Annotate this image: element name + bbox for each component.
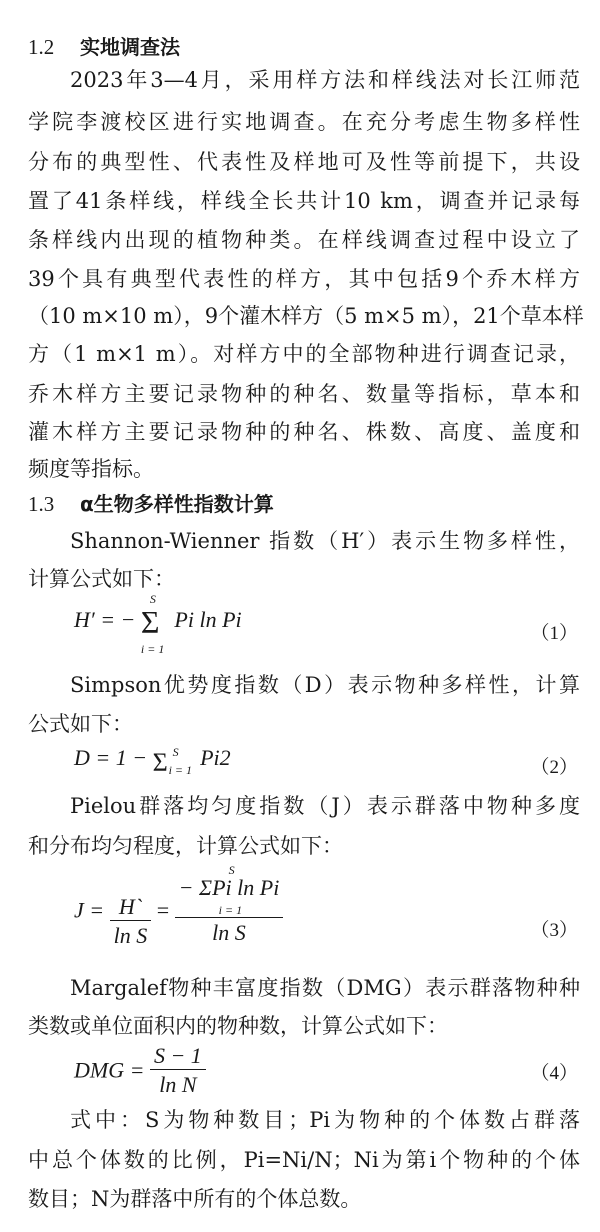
- equation-4-number: （4）: [530, 1063, 578, 1084]
- eq2-sum: Σ S i = 1: [152, 745, 193, 777]
- eq3-frac2-num: [175, 863, 284, 918]
- eq1-body: Pi ln Pi: [174, 607, 242, 632]
- survey-line-11: 频度等指标。: [28, 457, 154, 481]
- section-number: 1.3: [28, 492, 55, 516]
- simpson-line-1: Simpson优势度指数（D）表示物种多样性，计算: [70, 673, 580, 697]
- eq1-lhs: H′ = −: [74, 607, 136, 632]
- equation-3-number: （3）: [530, 920, 578, 941]
- eq3-frac2-den: ln S: [212, 920, 246, 945]
- equation-4: [74, 1043, 206, 1098]
- pielou-line-1: Pielou群落均匀度指数（J）表示群落中物种多度: [70, 794, 580, 818]
- survey-line-7: （10 m×10 m），9个灌木样方（5 m×5 m），21个草本样: [28, 304, 584, 328]
- eq3-sum-top: S: [228, 863, 235, 877]
- eq2-lhs: D = 1 −: [74, 745, 148, 770]
- eq4-fraction: [150, 1043, 206, 1098]
- survey-line-9: 乔木样方主要记录物种的种名、数量等指标，草本和: [28, 382, 580, 406]
- equation-2: [74, 745, 231, 778]
- eq4-lhs: DMG =: [74, 1057, 145, 1083]
- eq3-frac1-den: ln S: [113, 923, 148, 948]
- eq4-num: S − 1: [150, 1043, 206, 1070]
- note-line-3: 数目；N为群落中所有的个体总数。: [28, 1187, 362, 1211]
- equation-1: [74, 592, 242, 656]
- pielou-line-2: 和分布均匀程度，计算公式如下：: [28, 834, 343, 858]
- survey-line-5: 条样线内出现的植物种类。在样线调查过程中设立了: [28, 228, 580, 252]
- eq2-sum-top: S: [172, 745, 179, 759]
- shannon-line-2: 计算公式如下：: [28, 567, 175, 591]
- eq3-sum-bottom: i = 1: [218, 903, 243, 917]
- eq3-fraction-1: [110, 872, 152, 949]
- margalef-line-1: Margalef物种丰富度指数（DMG）表示群落物种种: [70, 976, 580, 1000]
- section-heading-1-2: [28, 32, 180, 62]
- equation-1-number: （1）: [530, 623, 578, 644]
- eq3-lhs: J =: [74, 897, 105, 923]
- survey-line-3: 分布的典型性、代表性及样地可及性等前提下，共设: [28, 150, 580, 174]
- eq1-sum: Σ S i = 1: [140, 592, 165, 656]
- eq3-frac1-num: H`: [110, 894, 152, 921]
- eq2-body: Pi2: [200, 745, 231, 770]
- eq1-sum-bottom: i = 1: [140, 642, 165, 656]
- eq4-den: ln N: [159, 1072, 197, 1097]
- margalef-line-2: 类数或单位面积内的物种数，计算公式如下：: [28, 1014, 448, 1038]
- note-line-2: 中总个体数的比例，Pi=Ni/N；Ni为第i个物种的个体: [28, 1148, 580, 1172]
- section-title: α生物多样性指数计算: [80, 492, 274, 516]
- simpson-line-2: 公式如下：: [28, 712, 133, 736]
- survey-line-2: 学院李渡校区进行实地调查。在充分考虑生物多样性: [28, 110, 580, 134]
- section-number: 1.2: [28, 35, 55, 59]
- survey-line-10: 灌木样方主要记录物种的种名、株数、高度、盖度和: [28, 420, 580, 444]
- survey-line-6: 39个具有典型代表性的样方，其中包括9个乔木样方: [28, 267, 580, 291]
- equation-2-number: （2）: [530, 757, 578, 778]
- section-title: 实地调查法: [80, 35, 180, 59]
- shannon-line-1: Shannon-Wienner 指数（H′）表示生物多样性，: [70, 529, 580, 553]
- survey-line-1: 2023年3—4月，采用样方法和样线法对长江师范: [70, 68, 580, 92]
- equation-3: J = $\frac{H`}{\text{ln S}}$ = − ΣPi ln Pi S i = 1 ln S: [74, 872, 283, 949]
- eq2-sum-bottom: i = 1: [168, 763, 193, 777]
- eq3-frac2-num-text: − ΣPi ln Pi: [178, 875, 280, 900]
- eq1-sum-top: S: [149, 592, 156, 606]
- survey-line-8: 方（1 m×1 m）。对样方中的全部物种进行调查记录，: [28, 342, 580, 366]
- note-line-1: 式中：S为物种数目；Pi为物种的个体数占群落: [70, 1108, 580, 1132]
- survey-line-4: 置了41条样线，样线全长共计10 km，调查并记录每: [28, 189, 580, 213]
- section-heading-1-3: [28, 489, 274, 519]
- eq3-fraction-2: [175, 863, 284, 946]
